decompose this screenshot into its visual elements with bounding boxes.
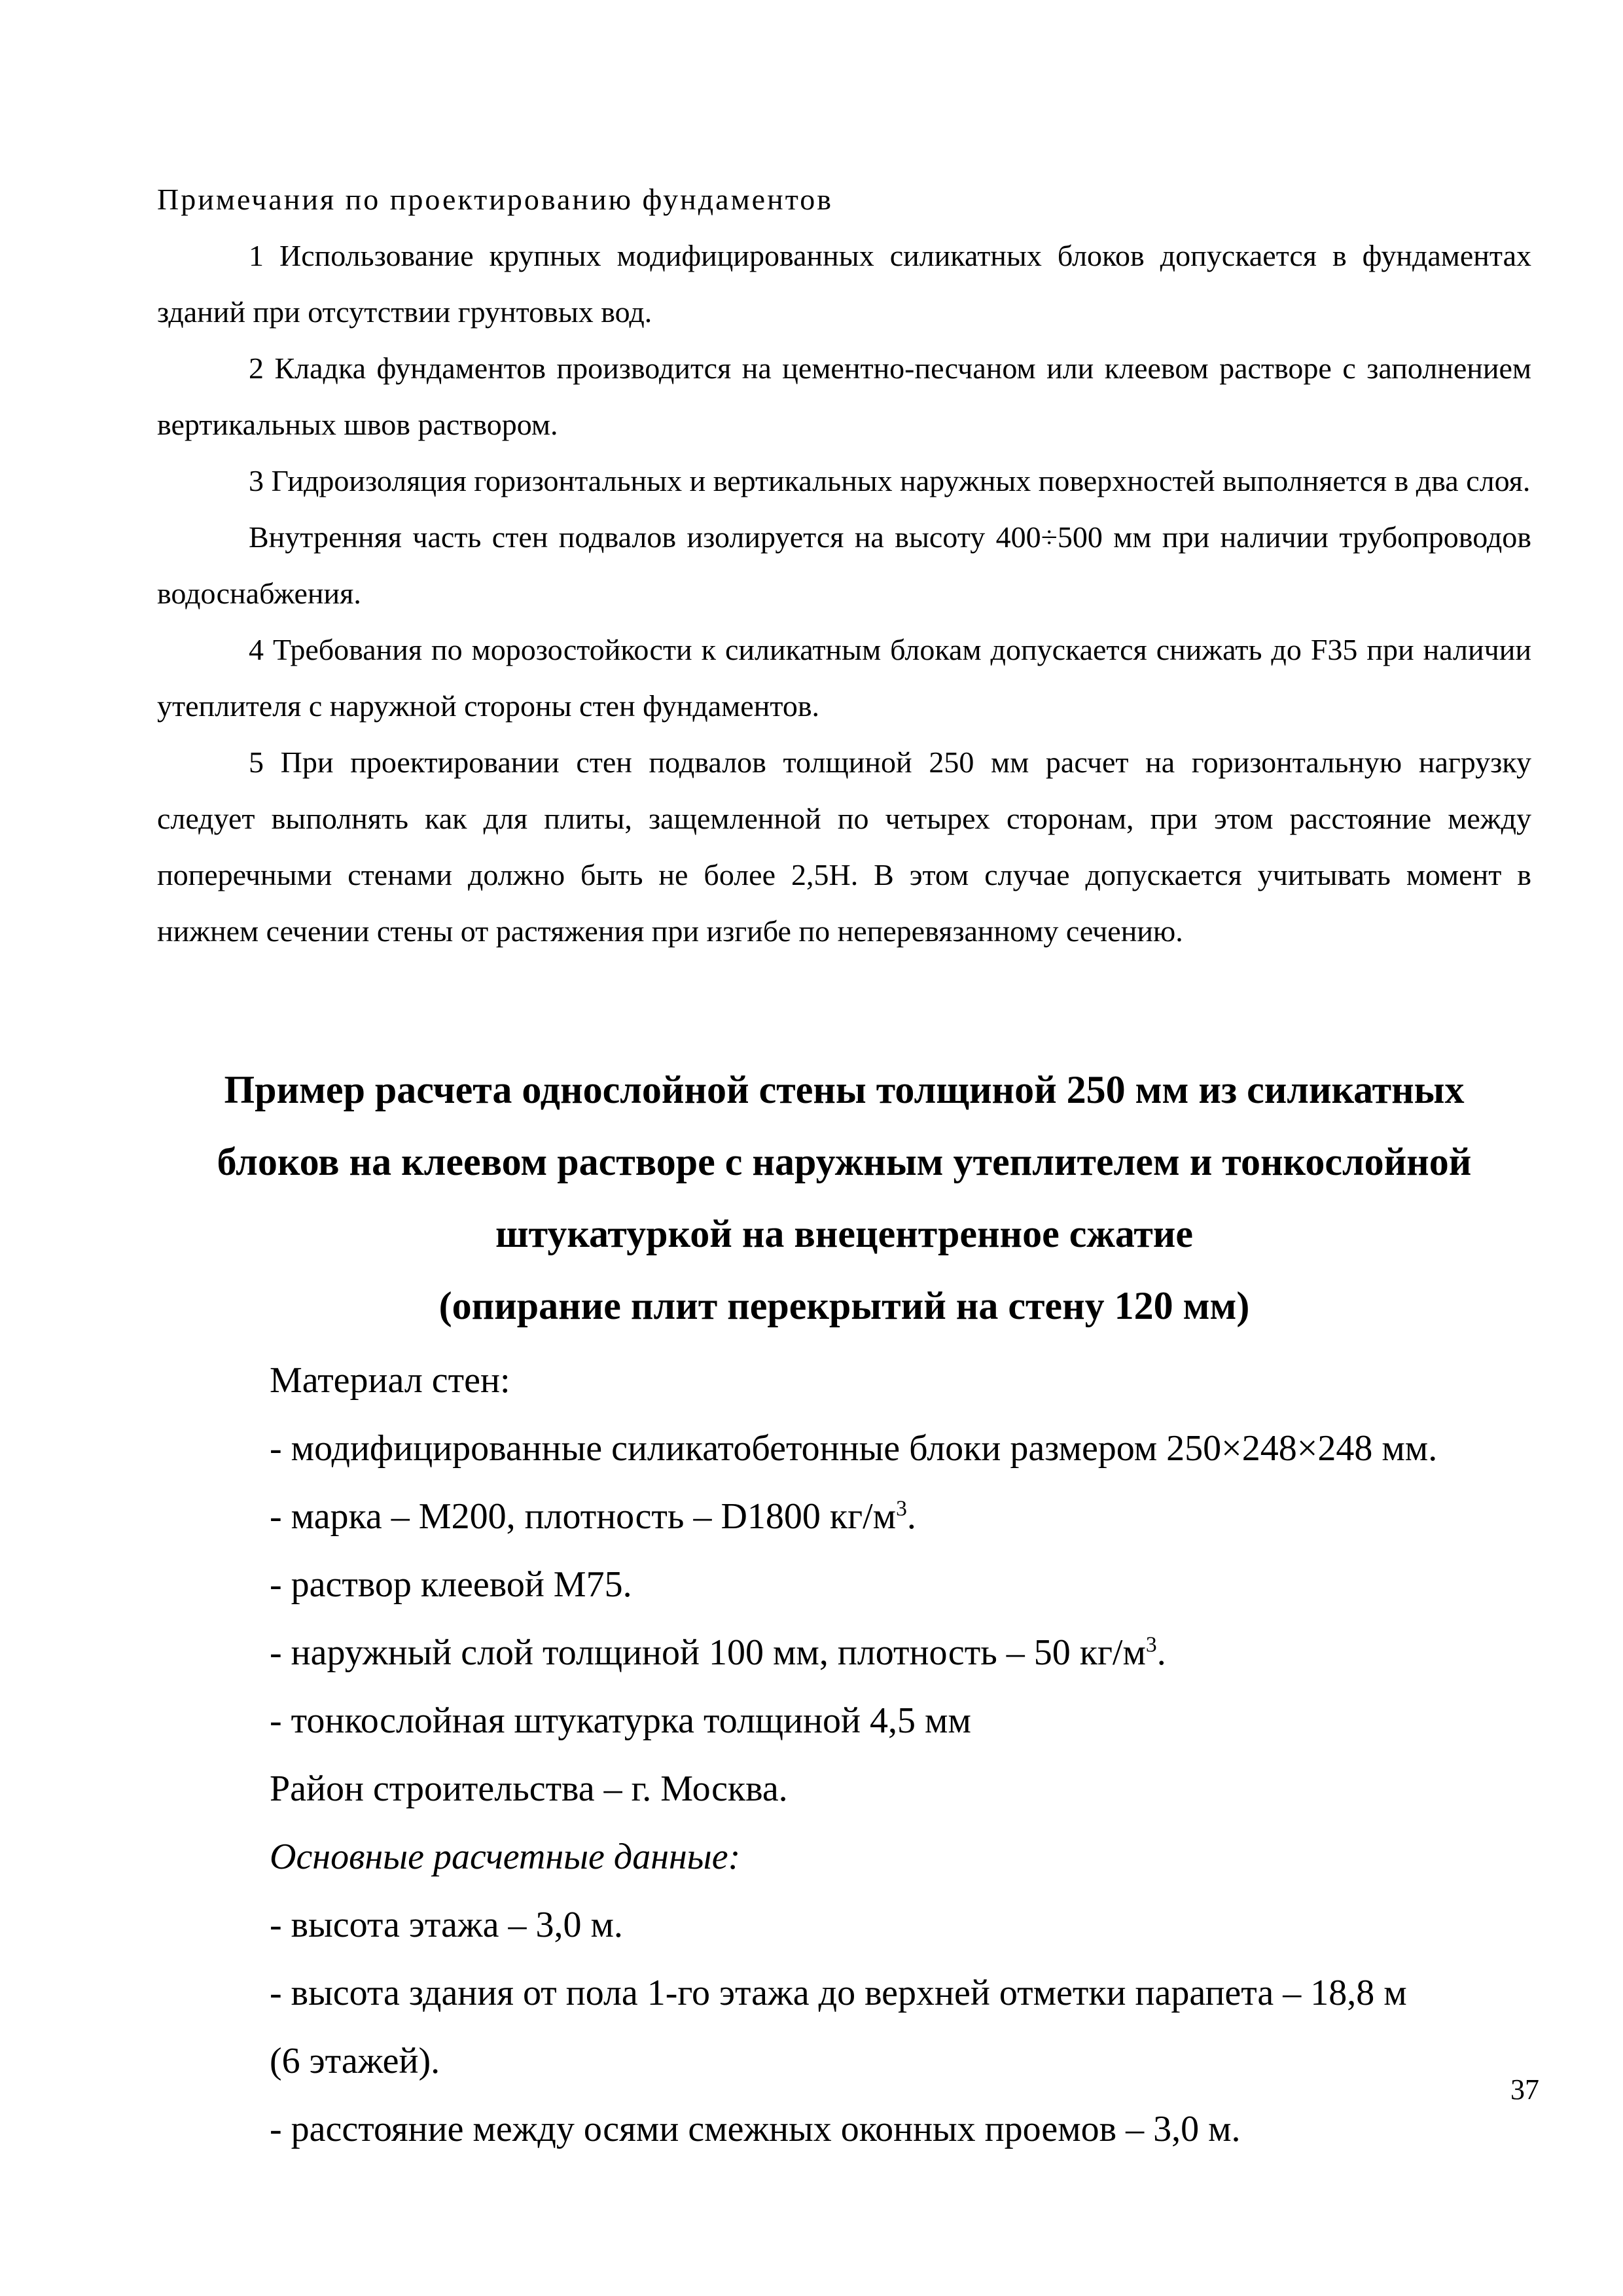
note-4: 4 Требования по морозостойкости к силикатным блокам допускается снижать до F35 при наличии утеплителя с наружной стороны стен фундаментов. bbox=[157, 633, 1531, 723]
note-3: 3 Гидроизоляция горизонтальных и вертикальных наружных поверхностей выполняется в два слоя. bbox=[249, 464, 1531, 497]
heading-line-3: штукатуркой на внецентренное сжатие bbox=[495, 1212, 1194, 1255]
construction-region: Район строительства – г. Москва. bbox=[270, 1768, 788, 1809]
design-data-label: Основные расчетные данные: bbox=[270, 1837, 741, 1877]
example-heading bbox=[157, 1054, 1531, 1342]
note-1: 1 Использование крупных модифицированных силикатных блоков допускается в фундаментах зданий при отсутствии грунтовых вод. bbox=[157, 239, 1531, 329]
heading-line-1: Пример расчета однослойной стены толщиной 250 мм из силикатных bbox=[224, 1068, 1465, 1111]
note-2: 2 Кладка фундаментов производится на цементно-песчаном или клеевом растворе с заполнением вертикальных швов раствором. bbox=[157, 351, 1531, 441]
notes-title: Примечания по проектированию фундаментов bbox=[157, 183, 833, 216]
material-outer-layer: - наружный слой толщиной 100 мм, плотность – 50 $кг/м^3$. bbox=[270, 1632, 1166, 1673]
material-grade: - марка – М200, плотность – D1800 $кг/м^3$. bbox=[270, 1496, 916, 1537]
floor-count: (6 этажей). bbox=[270, 2041, 440, 2081]
window-axis-distance: - расстояние между осями смежных оконных проемов – 3,0 м. bbox=[270, 2109, 1241, 2149]
page-number: 37 bbox=[1510, 2073, 1539, 2106]
heading-line-2: блоков на клеевом растворе с наружным утеплителем и тонкослойной bbox=[217, 1140, 1472, 1183]
materials-label: Материал стен: bbox=[270, 1360, 510, 1401]
note-3-basement: Внутренняя часть стен подвалов изолируется на высоту 400÷500 мм при наличии трубопроводов водоснабжения. bbox=[157, 520, 1531, 610]
building-height: - высота здания от пола 1-го этажа до верхней отметки парапета – 18,8 м bbox=[270, 1973, 1407, 2013]
heading-line-4: (опирание плит перекрытий на стену 120 мм) bbox=[438, 1284, 1250, 1327]
note-5: 5 При проектировании стен подвалов толщиной 250 мм расчет на горизонтальную нагрузку следует выполнять как для плиты, защемленной по четырех сторонам, при этом расстояние между поперечными стенами должно быть не более 2,5Н. В этом случае допускается учитывать момент в нижнем сечении стены от растяжения при изгибе по неперевязанному сечению. bbox=[157, 745, 1531, 948]
floor-height: - высота этажа – 3,0 м. bbox=[270, 1905, 623, 1945]
material-blocks: - модифицированные силикатобетонные блоки размером 250×248×248 мм. bbox=[270, 1428, 1438, 1469]
materials-section bbox=[270, 1346, 1546, 2163]
material-plaster: - тонкослойная штукатурка толщиной 4,5 мм bbox=[270, 1700, 971, 1741]
foundation-notes bbox=[157, 171, 1531, 960]
material-mortar: - раствор клеевой М75. bbox=[270, 1564, 632, 1605]
